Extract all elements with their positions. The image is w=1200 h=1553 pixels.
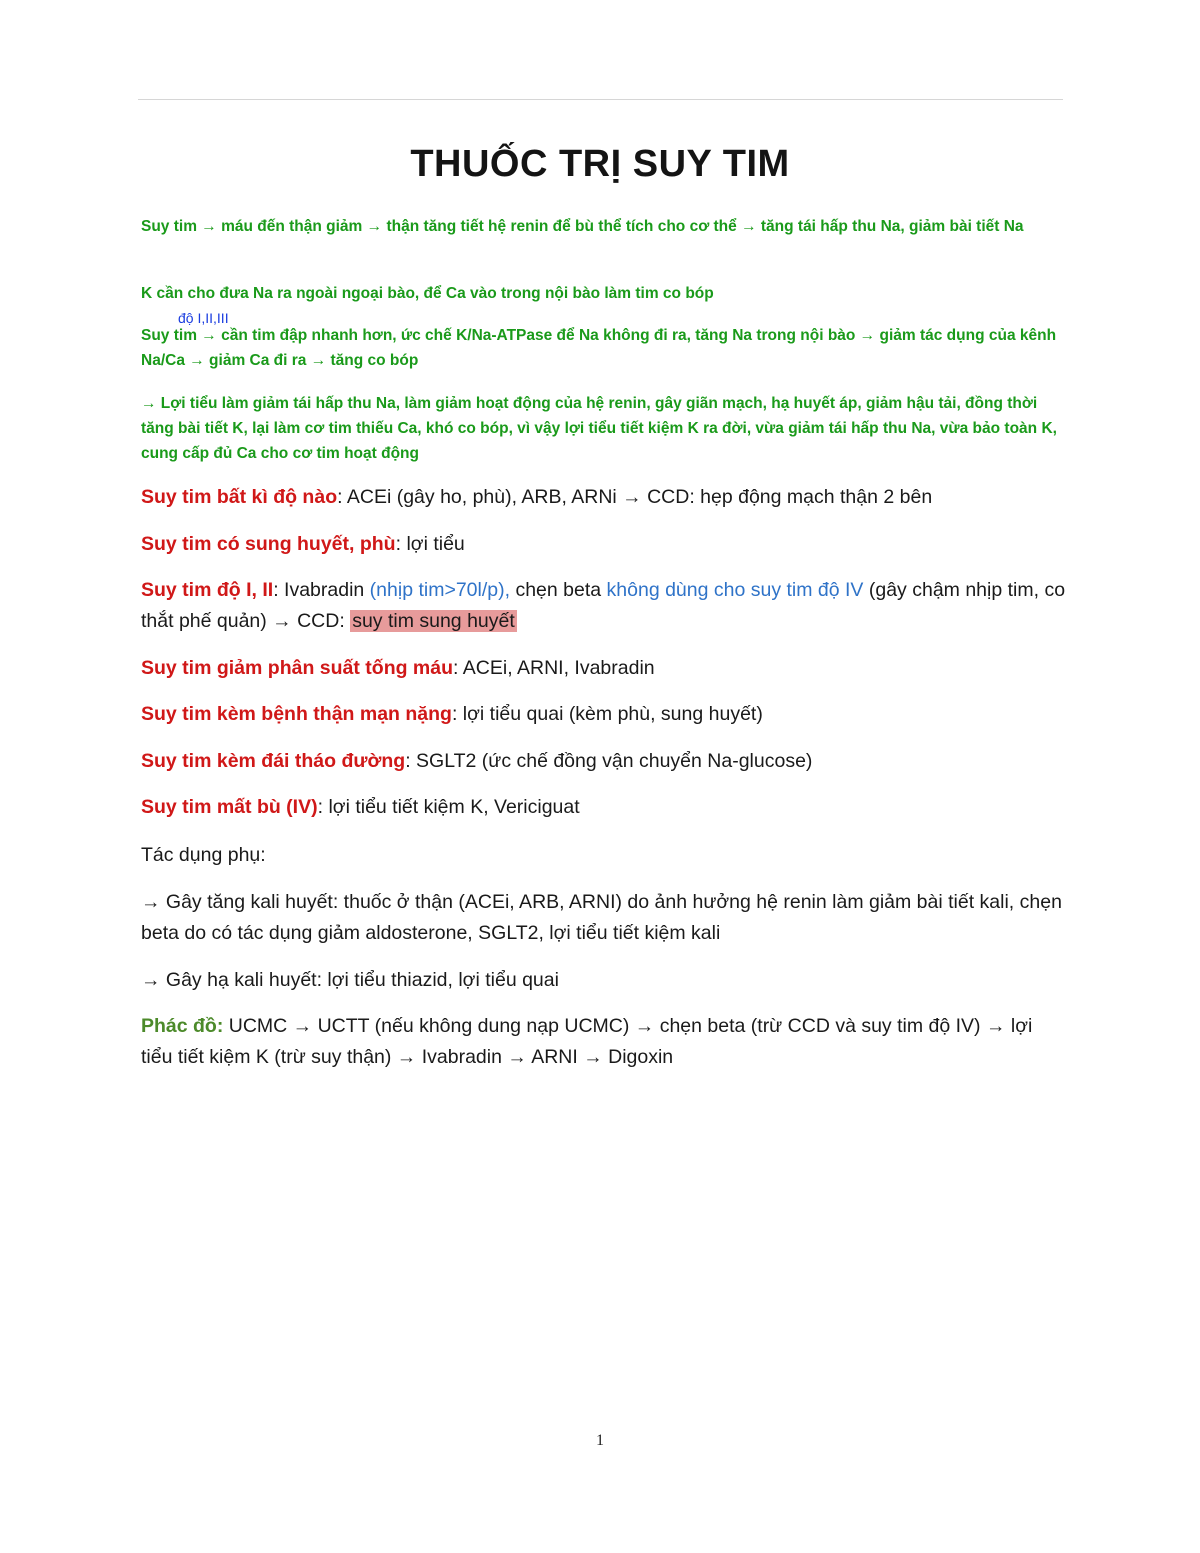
item-label: Suy tim kèm đái tháo đường [141,750,406,772]
item-degree-1-2 [141,575,1066,637]
item-text: chẹn beta [510,579,607,601]
item-label: Suy tim kèm bệnh thận mạn nặng [141,703,452,725]
side-effect-hyperkalemia: → Gây tăng kali huyết: thuốc ở thận (ACEi, ARB, ARNI) do ảnh hưởng hệ renin làm giảm bài tiết kali, chẹn beta do có tác dụng giảm aldosterone, SGLT2, lợi tiểu tiết kiệm kali [141,891,1062,944]
item-text: : ACEi (gây ho, phù), ARB, ARNi → CCD: hẹp động mạch thận 2 bên [337,486,933,508]
regimen-text: UCMC → UCTT (nếu không dung nạp UCMC) → chẹn beta (trừ CCD và suy tim độ IV) → lợi tiểu tiết kiệm K (trừ suy thận) → Ivabradin → ARNI → Digoxin [141,1015,1033,1068]
item-text: : Ivabradin [273,579,370,601]
header-rule [138,99,1063,100]
item-label: Suy tim mất bù (IV) [141,796,318,818]
item-text: : lợi tiểu [395,533,465,555]
side-effects-heading: Tác dụng phụ: [141,844,266,866]
intro-paragraph-2: K cần cho đưa Na ra ngoài ngoại bào, để Ca vào trong nội bào làm tim co bóp [141,285,714,302]
regimen-paragraph [141,1011,1066,1073]
item-diabetes [141,746,1066,777]
intro-paragraph-1: Suy tim → máu đến thận giảm → thận tăng tiết hệ renin để bù thể tích cho cơ thể → tăng tái hấp thu Na, giảm bài tiết Na [141,218,1024,235]
contraindication-note: không dùng cho suy tim độ IV [606,579,864,601]
page-title: THUỐC TRỊ SUY TIM [410,143,790,185]
side-effect-hypokalemia: → Gây hạ kali huyết: lợi tiểu thiazid, lợi tiểu quai [141,969,559,991]
item-text: : lợi tiểu quai (kèm phù, sung huyết) [451,703,763,725]
item-label: Suy tim độ I, II [141,579,274,601]
item-any-degree [141,482,1066,513]
highlighted-text: suy tim sung huyết [352,610,515,632]
heart-rate-note: (nhịp tim>70l/p), [369,579,511,601]
page-number: 1 [596,1432,604,1449]
item-congestion [141,529,1066,560]
item-renal [141,699,1066,730]
item-label: Suy tim giảm phân suất tống máu [141,657,454,679]
item-decompensated [141,792,1066,823]
regimen-label: Phác đồ: [141,1015,224,1037]
intro-paragraph-4: → Lợi tiểu làm giảm tái hấp thu Na, làm giảm hoạt động của hệ renin, gây giãn mạch, hạ huyết áp, giảm hậu tải, đồng thời tăng bài tiết K, lại làm cơ tim thiếu Ca, khó co bóp, vì vậy lợi tiểu tiết kiệm K ra đời, vừa giảm tái hấp thu Na, vừa bảo toàn K, cung cấp đủ Ca cho cơ tim hoạt động [141,395,1057,462]
item-text: : ACEi, ARNI, Ivabradin [453,657,655,679]
item-text: (gây chậm nhịp tim, co thắt phế quản) → CCD: [141,579,1066,632]
margin-annotation: độ I,II,III [178,310,229,326]
intro-paragraph-3: Suy tim → cần tim đập nhanh hơn, ức chế K/Na-ATPase để Na không đi ra, tăng Na trong nội bào → giảm tác dụng của kênh Na/Ca → giảm Ca đi ra → tăng co bóp [141,327,1057,369]
item-label: Suy tim có sung huyết, phù [141,533,396,555]
item-label: Suy tim bất kì độ nào [141,486,338,508]
item-text: : lợi tiểu tiết kiệm K, Vericiguat [317,796,580,818]
item-reduced-ef [141,653,1066,684]
item-text: : SGLT2 (ức chế đồng vận chuyển Na-glucose) [405,750,813,772]
